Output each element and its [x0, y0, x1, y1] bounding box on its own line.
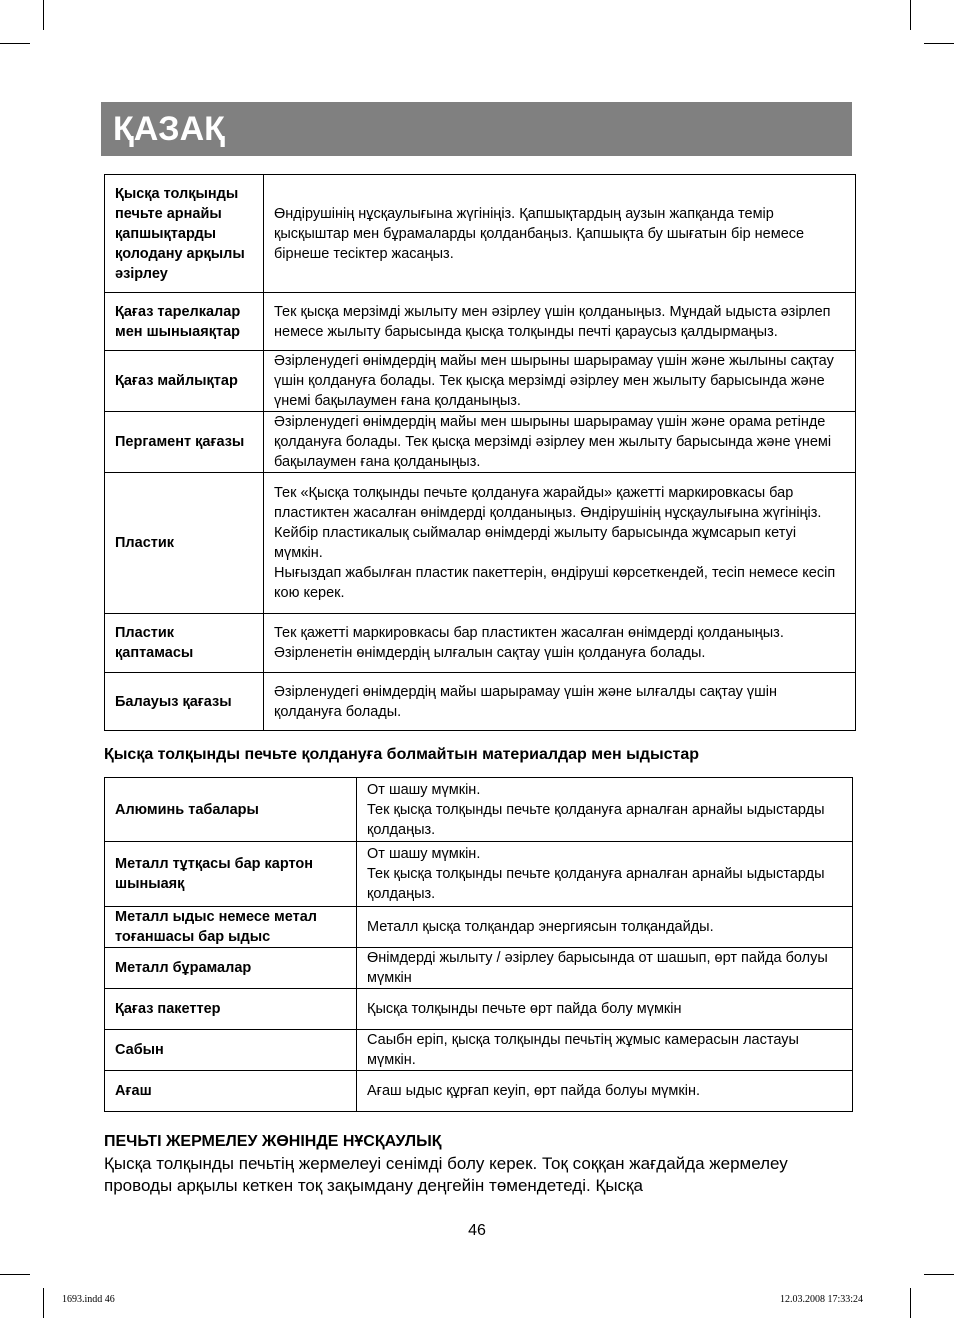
row-label: Пластик	[105, 473, 264, 614]
table-row	[105, 293, 856, 351]
row-description	[264, 293, 856, 351]
description-line: Әзірленудегі өнімдердің майы мен шырыны шарырамау үшін және орама ретінде қолдануға болады. Тек қысқа мерзімді әзірлеу мен жылыту барысында және үнемі бақылаумен ғана қолданыңыз.	[274, 414, 832, 470]
table-row	[105, 989, 853, 1030]
description-line: Тек «Қысқа толқынды печьте қолдануға жарайды» қажетті маркировкасы бар пластиктен жасалған өнімдерді қолданыңыз. Өндірушінің нұсқаулығына жүгініңіз.	[274, 485, 822, 521]
crop-mark	[924, 43, 954, 44]
row-label: Қағаз пакеттер	[105, 989, 357, 1030]
row-label: Балауыз қағазы	[105, 673, 264, 731]
row-label: Сабын	[105, 1030, 357, 1071]
row-description	[264, 351, 856, 412]
page-number: 46	[468, 1222, 486, 1239]
row-label: Алюминь табалары	[105, 778, 357, 842]
table-row	[105, 842, 853, 907]
row-label: Қағаз майлықтар	[105, 351, 264, 412]
row-description	[264, 473, 856, 614]
table-row	[105, 1071, 853, 1112]
row-description	[264, 614, 856, 673]
table-row	[105, 412, 856, 473]
grounding-title: ПЕЧЬТІ ЖЕРМЕЛЕУ ЖӨНІНДЕ НҰСҚАУЛЫҚ	[104, 1133, 442, 1150]
row-description	[357, 842, 853, 907]
crop-mark	[0, 1274, 30, 1275]
table-row	[105, 351, 856, 412]
description-line: Ағаш ыдыс құрғап кеуіп, өрт пайда болуы мүмкін.	[367, 1083, 700, 1099]
row-label: Металл ыдыс немесе метал тоғаншасы бар ыдыс	[105, 907, 357, 948]
table-row	[105, 778, 853, 842]
row-label: Металл бұрамалар	[105, 948, 357, 989]
forbidden-materials-table	[104, 777, 853, 1112]
row-description	[264, 412, 856, 473]
crop-mark	[910, 1288, 911, 1318]
row-label: Қысқа толқынды печьте арнайы қапшықтарды қолодану арқылы әзірлеу	[105, 175, 264, 293]
description-line: Саыбн еріп, қысқа толқынды печьтің жұмыс камерасын ластауы мүмкін.	[367, 1032, 799, 1068]
table-row	[105, 614, 856, 673]
row-label: Металл тұтқасы бар картон шыныаяқ	[105, 842, 357, 907]
description-line: Қысқа толқынды печьте өрт пайда болу мүмкін	[367, 1001, 682, 1017]
row-label: Ағаш	[105, 1071, 357, 1112]
row-description	[357, 778, 853, 842]
table-row	[105, 1030, 853, 1071]
row-description	[264, 175, 856, 293]
row-description	[357, 1030, 853, 1071]
table-row	[105, 948, 853, 989]
row-description	[357, 989, 853, 1030]
row-description	[357, 1071, 853, 1112]
description-line: От шашу мүмкін.	[367, 781, 481, 798]
description-line: Тек қысқа толқынды печьте қолдануға арналған арнайы ыдыстарды қолдаңыз.	[367, 866, 825, 902]
table-row	[105, 473, 856, 614]
description-line: Тек қажетті маркировкасы бар пластиктен жасалған өнімдерді қолданыңыз. Әзірленетін өнімдердің ылғалын сақтау үшін қолдануға болады.	[274, 625, 784, 661]
crop-mark	[0, 43, 30, 44]
description-line: От шашу мүмкін.	[367, 846, 481, 862]
description-line: Әзірленудегі өнімдердің майы мен шырыны шарырамау үшін және жылыны сақтау үшін қолдануға болады. Тек қысқа мерзімді әзірлеу мен жылыту барысында және үнемі бақылаумен ғана қолданыңыз.	[274, 353, 834, 409]
description-line: Кейбір пластикалық сыймалар өнімдерді жылыту барысында жұмсарып кетуі мүмкін.	[274, 525, 797, 561]
row-label: Пергамент қағазы	[105, 412, 264, 473]
grounding-text: Қысқа толқынды печьтің жермелеуі сенімді болу керек. Тоқ соққан жағдайда жермелеу проводы арқылы кеткен тоқ зақымдану деңгейін төмендетеді. Қысқа	[104, 1154, 788, 1195]
row-description	[357, 907, 853, 948]
forbidden-materials-heading: Қысқа толқынды печьте қолдануға болмайтын материалдар мен ыдыстар	[104, 746, 700, 763]
description-line: Нығыздап жабылған пластик пакеттерін, өндіруші көрсеткендей, тесіп немесе кесіп кою керек.	[274, 565, 836, 601]
footer-date: 12.03.2008 17:33:24	[780, 1294, 864, 1305]
crop-mark	[43, 1288, 44, 1318]
description-line: Әзірленудегі өнімдердің майы шарырамау үшін және ылғалды сақтау үшін қолдануға болады.	[274, 683, 778, 720]
allowed-materials-table	[104, 174, 856, 731]
row-label: Қағаз тарелкалар мен шыныаяқтар	[105, 293, 264, 351]
description-line: Тек қысқа мерзімді жылыту мен әзірлеу үшін қолданыңыз. Мұндай ыдыста әзірлеп немесе жылыту барысында қысқа толқынды печті қараусыз қалдырмаңыз.	[274, 303, 831, 340]
table-row	[105, 673, 856, 731]
table-row	[105, 175, 856, 293]
description-line: Өнімдерді жылыту / әзірлеу барысында от шашып, өрт пайда болуы мүмкін	[367, 950, 828, 986]
footer-file: 1693.indd 46	[62, 1294, 115, 1305]
language-header	[101, 102, 852, 156]
row-label: Пластик қаптамасы	[105, 614, 264, 673]
row-description	[357, 948, 853, 989]
crop-mark	[924, 1274, 954, 1275]
crop-mark	[910, 0, 911, 30]
description-line: Металл қысқа толқандар энергиясын толқандайды.	[367, 919, 714, 935]
language-title: ҚАЗАҚ	[113, 110, 225, 148]
description-line: Тек қысқа толқынды печьте қолдануға арналған арнайы ыдыстарды қолдаңыз.	[367, 801, 825, 838]
row-description	[264, 673, 856, 731]
table-row	[105, 907, 853, 948]
crop-mark	[43, 0, 44, 30]
description-line: Өндірушінің нұсқаулығына жүгініңіз. Қапшықтардың аузын жапқанда темір қысқыштар мен бұрамаларды қолданбаңыз. Қапшықта бу шығатын бір немесе бірнеше тесіктер жасаңыз.	[274, 205, 805, 262]
